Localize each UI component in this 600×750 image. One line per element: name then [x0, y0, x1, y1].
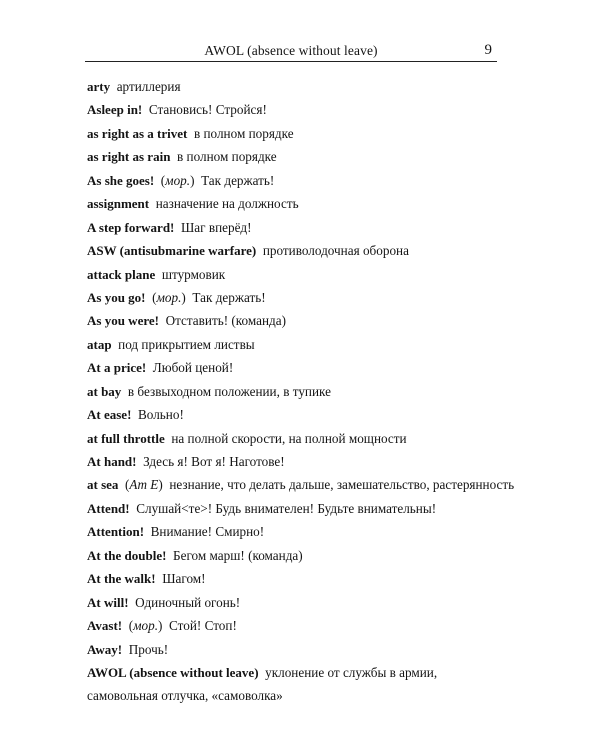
- entry-term: Avast!: [87, 618, 123, 634]
- entry-usage-note: (Am E): [125, 477, 163, 493]
- entry-translation: на полной скорости, на полной мощности: [171, 430, 407, 446]
- glossary-entry: [87, 126, 557, 149]
- glossary-entry: [87, 477, 557, 500]
- glossary-entry: [87, 618, 557, 641]
- entry-usage-note-text: Am E: [129, 477, 159, 493]
- entry-term: A step forward!: [87, 219, 175, 235]
- entry-translation: Так держать!: [192, 289, 266, 305]
- entry-translation: самовольная отлучка, «самоволка»: [87, 688, 283, 704]
- entry-term: Attend!: [87, 500, 130, 516]
- entry-usage-note: (мор.): [160, 172, 195, 188]
- entry-term: Away!: [87, 641, 123, 657]
- entry-term: At hand!: [87, 454, 137, 469]
- entry-translation: Бегом марш! (команда): [173, 547, 303, 563]
- entry-term: as right as rain: [87, 149, 171, 165]
- glossary-entry: [87, 665, 557, 688]
- entry-translation: артиллерия: [116, 79, 181, 94]
- entry-term: AWOL (absence without leave): [87, 664, 259, 680]
- glossary-entry: [87, 313, 557, 336]
- glossary-entry: [87, 149, 557, 172]
- entry-usage-note-text: мор.: [156, 289, 182, 305]
- entry-translation: Становись! Стройся!: [148, 102, 267, 118]
- entry-term: atap: [87, 336, 112, 352]
- glossary-entry: [87, 571, 557, 594]
- glossary-entry: [87, 454, 557, 477]
- entry-term: At the double!: [87, 547, 167, 563]
- page-number: 9: [484, 42, 492, 58]
- entry-term: As she goes!: [87, 172, 155, 188]
- entry-usage-note: (мор.): [128, 618, 163, 634]
- entry-translation: Внимание! Смирно!: [150, 524, 265, 540]
- entry-term: Attention!: [87, 524, 145, 540]
- entry-translation: Прочь!: [128, 641, 169, 657]
- entry-translation: противолодочная оборона: [262, 243, 409, 259]
- glossary-entry: [87, 79, 557, 102]
- glossary-entry: [87, 688, 557, 711]
- entry-translation: Одиночный огонь!: [135, 594, 241, 610]
- entry-translation: в полном порядке: [177, 149, 277, 165]
- glossary-entry: [87, 524, 557, 547]
- glossary-entry: [87, 290, 557, 313]
- entry-translation: Отставить! (команда): [165, 313, 286, 329]
- glossary-entry: [87, 173, 557, 196]
- entry-translation: незнание, что делать дальше, замешательство, растерянность: [169, 477, 515, 493]
- entry-translation: Шаг вперёд!: [180, 219, 252, 235]
- glossary-entry: [87, 642, 557, 665]
- entry-translation: Любой ценой!: [152, 360, 234, 376]
- entry-term: attack plane: [87, 266, 156, 282]
- glossary-entry: [87, 360, 557, 383]
- entry-translation: под прикрытием листвы: [118, 336, 255, 352]
- entry-translation: Слушай<те>! Будь внимателен! Будьте внимательны!: [136, 500, 437, 516]
- entry-translation: в полном порядке: [193, 125, 294, 141]
- entry-term: ASW (antisubmarine warfare): [87, 243, 257, 259]
- entry-term: Asleep in!: [87, 102, 143, 118]
- entry-translation: Здесь я! Вот я! Наготове!: [143, 454, 285, 469]
- glossary-entry: [87, 267, 557, 290]
- entry-term: At the walk!: [87, 571, 156, 587]
- entry-term: arty: [87, 79, 111, 94]
- glossary-entry: [87, 595, 557, 618]
- entry-translation: уклонение от службы в армии,: [265, 664, 438, 680]
- entry-term: As you were!: [87, 313, 159, 329]
- glossary-entry: [87, 337, 557, 360]
- entry-translation: штурмовик: [161, 266, 226, 282]
- entry-term: assignment: [87, 196, 150, 212]
- glossary-entry: [87, 102, 557, 125]
- glossary-entry: [87, 407, 557, 430]
- glossary-entry: [87, 243, 557, 266]
- entry-translation: Стой! Стоп!: [169, 618, 237, 634]
- entry-term: as right as a trivet: [87, 125, 188, 141]
- glossary-entry: [87, 501, 557, 524]
- entry-term: at bay: [87, 383, 122, 399]
- entry-term: At ease!: [87, 407, 132, 423]
- entry-term: at full throttle: [87, 430, 165, 446]
- entry-translation: Так держать!: [201, 172, 275, 188]
- entry-term: at sea: [87, 477, 119, 493]
- entry-term: At will!: [87, 594, 129, 610]
- glossary-entry: [87, 548, 557, 571]
- entry-translation: назначение на должность: [155, 196, 299, 212]
- entry-translation: в безвыходном положении, в тупике: [127, 383, 331, 399]
- entry-term: As you go!: [87, 289, 146, 305]
- entry-usage-note-text: мор.: [133, 618, 159, 634]
- glossary-entry: [87, 220, 557, 243]
- glossary-entries: [87, 79, 557, 712]
- entry-term: At a price!: [87, 360, 147, 376]
- entry-translation: Вольно!: [138, 407, 184, 423]
- running-head: [85, 40, 497, 62]
- entry-usage-note: (мор.): [152, 289, 186, 305]
- running-head-title: AWOL (absence without leave): [204, 43, 378, 58]
- glossary-entry: [87, 196, 557, 219]
- entry-usage-note-text: мор.: [165, 172, 191, 188]
- glossary-entry: [87, 384, 557, 407]
- glossary-entry: [87, 431, 557, 454]
- entry-translation: Шагом!: [162, 571, 206, 587]
